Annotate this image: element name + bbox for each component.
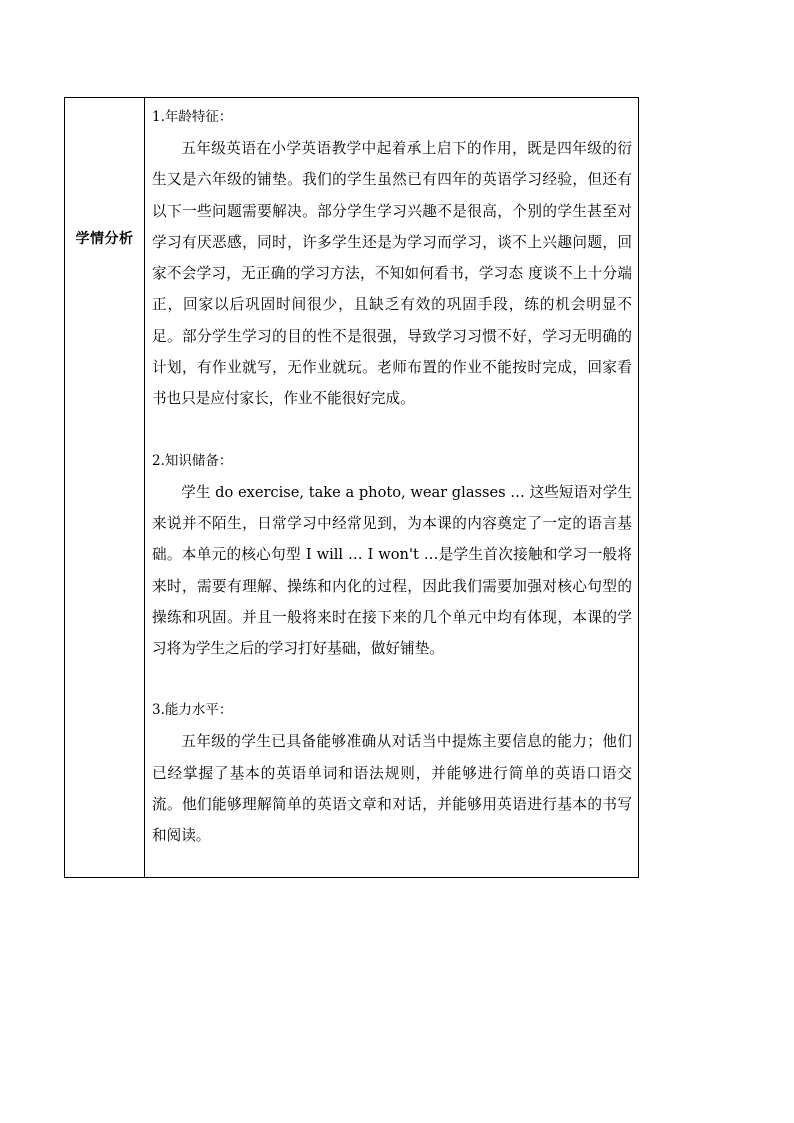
- section-ability: [152, 695, 632, 851]
- table-row: [65, 98, 639, 878]
- section-knowledge: [152, 446, 632, 665]
- section-age: [152, 102, 632, 415]
- section-body: 五年级英语在小学英语教学中起着承上启下的作用，既是四年级的衍生又是六年级的铺垫。我们的学生虽然已有四年的英语学习经验，但还有以下一些问题需要解决。部分学生学习兴趣不是很高，个别的学生甚至对学习有厌恶感，同时，许多学生还是为学习而学习，谈不上兴趣问题，回家不会学习，无正确的学习方法，不知如何看书，学习态 度谈不上十分端正，回家以后巩固时间很少，且缺乏有效的巩固手段，练的机会明显不足。部分学生学习的目的性不是很强，导致学习习惯不好，学习无明确的计划，有作业就写，无作业就玩。老师布置的作业不能按时完成，回家看书也只是应付家长，作业不能很好完成。: [152, 140, 632, 408]
- analysis-table: [64, 97, 639, 878]
- label-cell: [65, 98, 145, 878]
- content-cell: [145, 98, 639, 878]
- row-label: 学情分析: [75, 231, 134, 247]
- section-heading: 2.知识储备：: [152, 452, 233, 469]
- section-spacer: [152, 415, 632, 446]
- section-spacer: [152, 664, 632, 695]
- section-body: 五年级的学生已具备能够准确从对话当中提炼主要信息的能力；他们已经掌握了基本的英语单词和语法规则，并能够进行简单的英语口语交流。他们能够理解简单的英语文章和对话，并能够用英语进行基本的书写和阅读。: [152, 733, 632, 845]
- section-body: 学生 do exercise, take a photo, wear glasses … 这些短语对学生来说并不陌生，日常学习中经常见到，为本课的内容奠定了一定的语言基础。本单元的核心句型 I will … I won't …是学生首次接触和学习一般将来时，需要有理解、操练和内化的过程，因此我们需要加强对核心句型的操练和巩固。并且一般将来时在接下来的几个单元中均有体现，本课的学习将为学生之后的学习打好基础，做好铺垫。: [152, 483, 632, 658]
- section-heading: 1.年龄特征：: [152, 109, 233, 125]
- section-heading: 3.能力水平：: [152, 702, 233, 719]
